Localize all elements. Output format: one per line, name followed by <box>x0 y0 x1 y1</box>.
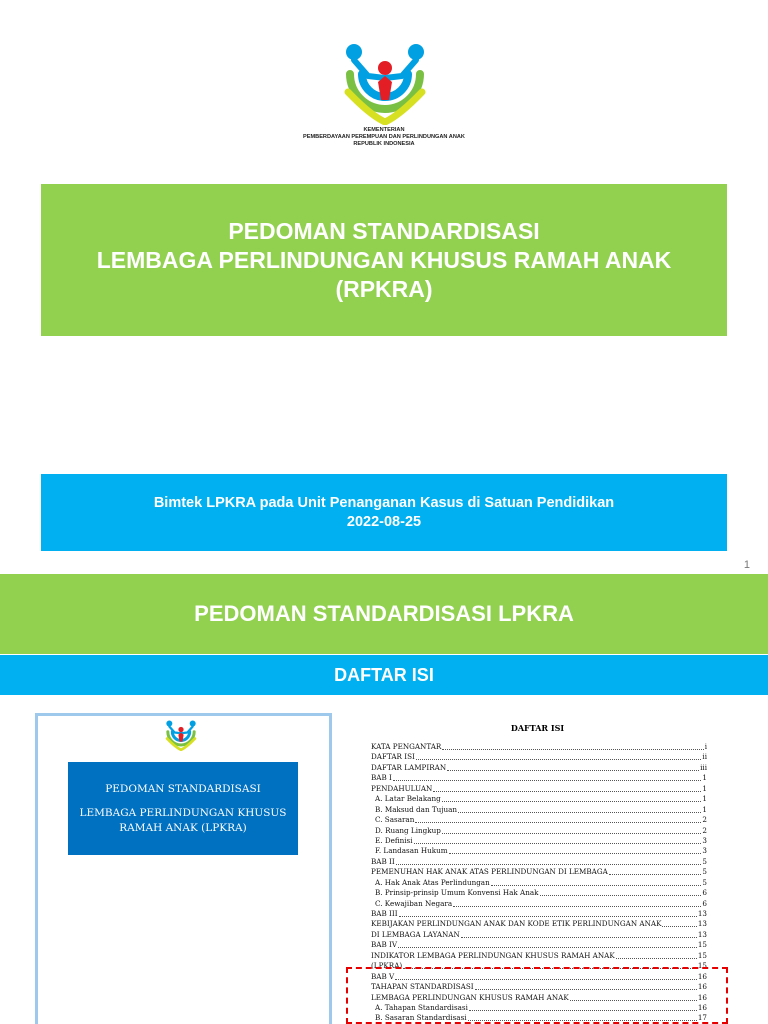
subtitle-text: Bimtek LPKRA pada Unit Penanganan Kasus di Satuan Pendidikan <box>153 494 615 511</box>
toc-entry-label: A. Hak Anak Atas Perlindungan <box>375 877 490 887</box>
toc-entry-label: BAB IV <box>371 940 398 950</box>
subtitle-date: 2022-08-25 <box>346 513 422 530</box>
toc-entry-label: BAB III <box>371 909 398 918</box>
toc-entry <box>371 763 707 773</box>
toc-entry-page: 15 <box>697 940 707 950</box>
toc-entry-page: 3 <box>702 846 707 856</box>
toc-entry-page: 6 <box>702 898 707 908</box>
toc-entry-page: ii <box>702 752 707 762</box>
subtitle-banner <box>41 474 727 551</box>
toc-entry-page: 5 <box>702 856 707 866</box>
toc-leader-dots <box>416 752 702 760</box>
ministry-name-line-2: PEMBERDAYAAN PEREMPUAN DAN PERLINDUNGAN ANAK <box>303 134 465 140</box>
toc-entry-page: 2 <box>702 825 707 835</box>
toc-entry-label: D. Ruang Lingkup <box>375 825 441 835</box>
toc-entry-page: 1 <box>702 783 707 793</box>
toc-entry-label: PENDAHULUAN <box>371 783 433 793</box>
toc-entry-page: 15 <box>697 950 707 960</box>
toc-entry-label: BAB II <box>371 856 395 866</box>
title-line-3: (RPKRA) <box>335 275 433 302</box>
toc-entry-label: A. Tahapan Standardisasi <box>375 1002 468 1012</box>
toc-entry <box>371 836 707 846</box>
toc-leader-dots <box>398 940 697 948</box>
toc-leader-dots <box>453 899 701 907</box>
toc-entry-label: TAHAPAN STANDARDISASI <box>371 982 474 992</box>
toc-entry-page: 1 <box>702 794 707 804</box>
toc-leader-dots <box>442 794 702 802</box>
toc-entry <box>371 919 707 929</box>
toc-entry <box>371 752 707 762</box>
toc-entry-page: 13 <box>697 909 707 918</box>
toc-leader-dots <box>540 888 702 896</box>
title-line-1: PEDOMAN STANDARDISASI <box>228 217 540 244</box>
toc-entry-page: 17 <box>697 1013 707 1023</box>
cover-logo <box>164 719 198 751</box>
toc-entry-page: 16 <box>697 992 707 1002</box>
toc-entry-label: DAFTAR LAMPIRAN <box>371 762 447 772</box>
section-subheading: DAFTAR ISI <box>0 655 768 695</box>
title-banner <box>41 184 727 336</box>
toc-entry-label: E. Definisi <box>375 835 413 845</box>
toc-entry-page: 5 <box>702 877 707 887</box>
toc-leader-dots <box>461 930 697 938</box>
toc-entry <box>371 815 707 825</box>
toc-leader-dots <box>447 763 699 771</box>
ministry-name-line-1: KEMENTERIAN <box>363 127 405 133</box>
toc-entry-page: 3 <box>702 835 707 845</box>
toc-entry-page: 5 <box>702 867 707 877</box>
toc-leader-dots <box>491 878 702 886</box>
toc-entry-page: 16 <box>697 1002 707 1012</box>
toc-leader-dots <box>393 773 702 781</box>
toc-entry <box>371 846 707 856</box>
toc-entry <box>371 867 707 877</box>
ministry-logo <box>340 40 430 125</box>
toc-entry-page: 13 <box>697 919 707 929</box>
section-heading: PEDOMAN STANDARDISASI LPKRA <box>0 574 768 654</box>
toc-entry-page: 1 <box>702 804 707 814</box>
toc-entry <box>371 857 707 867</box>
toc-entry <box>371 805 707 815</box>
toc-entry-label: B. Prinsip-prinsip Umum Konvensi Hak Anak <box>375 888 539 898</box>
toc-entry-page: 1 <box>702 773 707 783</box>
toc-heading: DAFTAR ISI <box>510 723 565 733</box>
toc-entry-page: iii <box>700 762 707 772</box>
toc-leader-dots <box>458 805 701 813</box>
toc-entry-label: F. Landasan Hukum <box>375 846 448 856</box>
toc-entry-label: A. Latar Belakang <box>375 794 441 804</box>
toc-entry-label: INDIKATOR LEMBAGA PERLINDUNGAN KHUSUS RAMAH ANAK <box>371 950 615 960</box>
cover-title-1: PEDOMAN STANDARDISASI <box>105 782 261 795</box>
toc-entry <box>371 784 707 794</box>
toc-entry-page: 13 <box>697 929 707 939</box>
toc-entry <box>371 794 707 804</box>
cover-title-2: LEMBAGA PERLINDUNGAN KHUSUS RAMAH ANAK (LPKRA) <box>79 806 287 834</box>
toc-entry-label: B. Maksud dan Tujuan <box>375 804 458 814</box>
toc-entry-label: BAB I <box>371 773 392 783</box>
toc-leader-dots <box>609 867 702 875</box>
toc-leader-dots <box>415 815 701 823</box>
toc-entry-label: (LPKRA) <box>371 961 403 971</box>
toc-leader-dots <box>414 836 702 844</box>
toc-entry-page: i <box>704 742 707 751</box>
title-line-2: LEMBAGA PERLINDUNGAN KHUSUS RAMAH ANAK <box>96 246 672 273</box>
toc-entry <box>371 899 707 909</box>
ministry-name-line-3: REPUBLIK INDONESIA <box>353 141 415 147</box>
highlight-box <box>346 967 728 1024</box>
toc-leader-dots <box>662 919 696 927</box>
toc-entry <box>371 826 707 836</box>
toc-entry <box>371 888 707 898</box>
toc-entry <box>371 940 707 950</box>
cover-title-box <box>68 762 298 855</box>
toc-leader-dots <box>616 951 697 959</box>
toc-entry-label: LEMBAGA PERLINDUNGAN KHUSUS RAMAH ANAK <box>371 992 569 1002</box>
toc-entry-page: 6 <box>702 888 707 898</box>
toc-entry-page: 2 <box>702 815 707 825</box>
toc-entry-page: 16 <box>697 982 707 992</box>
toc-leader-dots <box>442 742 703 750</box>
toc-entry-label: KEBIJAKAN PERLINDUNGAN ANAK DAN KODE ETIK PERLINDUNGAN ANAK <box>371 919 662 929</box>
toc-entry-label: C. Sasaran <box>375 815 415 825</box>
toc-entry-label: B. Sasaran Standardisasi <box>375 1013 467 1023</box>
toc-entry <box>371 878 707 888</box>
toc-entry <box>371 909 707 919</box>
toc-entry-label: DAFTAR ISI <box>371 752 415 762</box>
toc-leader-dots <box>442 826 702 834</box>
toc-leader-dots <box>433 784 701 792</box>
toc-entry-label: BAB V <box>371 971 395 981</box>
toc-entry <box>371 951 707 961</box>
toc-entry-page: 15 <box>697 961 707 971</box>
toc-entry <box>371 930 707 940</box>
toc-entry <box>371 742 707 752</box>
toc-entry-label: PEMENUHAN HAK ANAK ATAS PERLINDUNGAN DI LEMBAGA <box>371 867 608 877</box>
toc-entry <box>371 773 707 783</box>
toc-entry-label: C. Kewajiban Negara <box>375 898 453 908</box>
page-number: 1 <box>743 559 750 571</box>
toc-entry-page: 16 <box>697 971 707 981</box>
toc-entry-label: DI LEMBAGA LAYANAN <box>371 929 460 939</box>
toc-leader-dots <box>399 909 697 917</box>
toc-leader-dots <box>449 846 702 854</box>
toc-leader-dots <box>396 857 702 865</box>
toc-entry-label: KATA PENGANTAR <box>371 742 442 751</box>
